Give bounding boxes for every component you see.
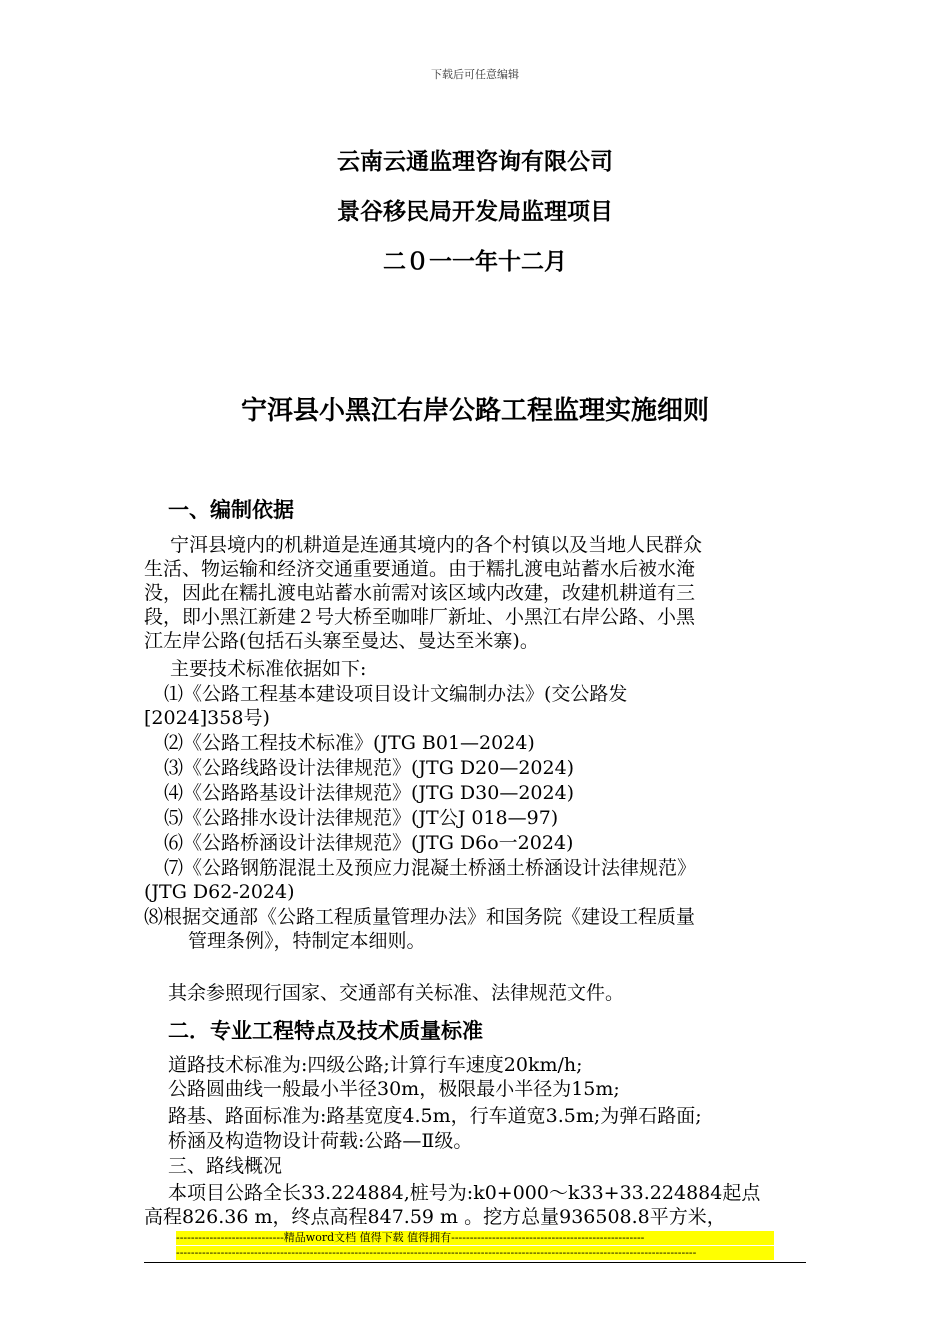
standard-item: ⑻根据交通部《公路工程质量管理办法》和国务院《建设工程质量 <box>144 906 696 928</box>
cover-date: 二０一一年十二月 <box>383 249 567 275</box>
standard-item: 管理条例》，特制定本细则。 <box>188 930 426 952</box>
intro-line: 生活、物运输和经济交通重要通道。由于糯扎渡电站蓄水后被水淹 <box>144 558 696 580</box>
header-note: 下载后可任意编辑 <box>431 68 519 81</box>
intro-line: 宁洱县境内的机耕道是连通其境内的各个村镇以及当地人民群众 <box>170 534 703 556</box>
spec-line: 桥涵及构造物设计荷载:公路—Ⅱ级。 <box>168 1130 473 1152</box>
cover-project: 景谷移民局开发局监理项目 <box>337 199 613 225</box>
standard-item: ⑵《公路工程技术标准》(JTG B01—2024) <box>164 732 535 754</box>
standard-item: (JTG D62-2024) <box>144 881 295 903</box>
section1-heading: 一、编制依据 <box>168 498 294 522</box>
intro-line: 江左岸公路(包括石头寨至曼达、曼达至米寨)。 <box>144 630 539 652</box>
document-title: 宁洱县小黑江右岸公路工程监理实施细则 <box>240 396 709 426</box>
standard-item: ⑸《公路排水设计法律规范》(JT公J 018—97) <box>164 807 559 829</box>
other-standards: 其余参照现行国家、交通部有关标准、法律规范文件。 <box>168 982 625 1004</box>
standard-item: ⑺《公路钢筋混混土及预应力混凝土桥涵土桥涵设计法律规范》 <box>164 857 697 879</box>
standard-item: ⑴《公路工程基本建设项目设计文编制办法》(交公路发 <box>164 683 628 705</box>
standard-item: ⑹《公路桥涵设计法律规范》(JTG D6o一2024) <box>164 832 574 854</box>
cover-company: 云南云通监理咨询有限公司 <box>337 149 613 175</box>
standard-item: ⑷《公路路基设计法律规范》(JTG D30—2024) <box>164 782 575 804</box>
intro-line: 段，即小黑江新建２号大桥至咖啡厂新址、小黑江右岸公路、小黑 <box>144 606 696 628</box>
footer-dashes: -------------------------------------------------------------------------------------------------------------------------------------------- <box>176 1246 774 1260</box>
intro-line: 没，因此在糯扎渡电站蓄水前需对该区域内改建，改建机耕道有三 <box>144 582 696 604</box>
standard-item: [2024]358号) <box>144 707 270 729</box>
spec-line: 路基、路面标准为:路基宽度4.5m，行车道宽3.5m;为弹石路面; <box>168 1105 702 1127</box>
footer-banner: -----------------------------精品word文档 值得下载 值得拥有---------------------------------------------------- <box>176 1231 774 1245</box>
standard-item: ⑶《公路线路设计法律规范》(JTG D20—2024) <box>164 757 575 779</box>
spec-line: 道路技术标准为:四级公路;计算行车速度20km/h; <box>168 1054 583 1076</box>
spec-line: 公路圆曲线一般最小半径30m，极限最小半径为15m; <box>168 1078 620 1100</box>
section3-heading: 三、路线概况 <box>168 1155 283 1177</box>
overview-line: 高程826.36 m，终点高程847.59 m 。挖方总量936508.8平方米， <box>144 1206 726 1228</box>
section2-heading: 二．专业工程特点及技术质量标准 <box>168 1019 483 1043</box>
standards-intro: 主要技术标准依据如下: <box>170 658 367 680</box>
footer-divider <box>144 1262 806 1263</box>
overview-line: 本项目公路全长33.224884,桩号为:k0+000～k33+33.224884起点 <box>168 1182 761 1204</box>
